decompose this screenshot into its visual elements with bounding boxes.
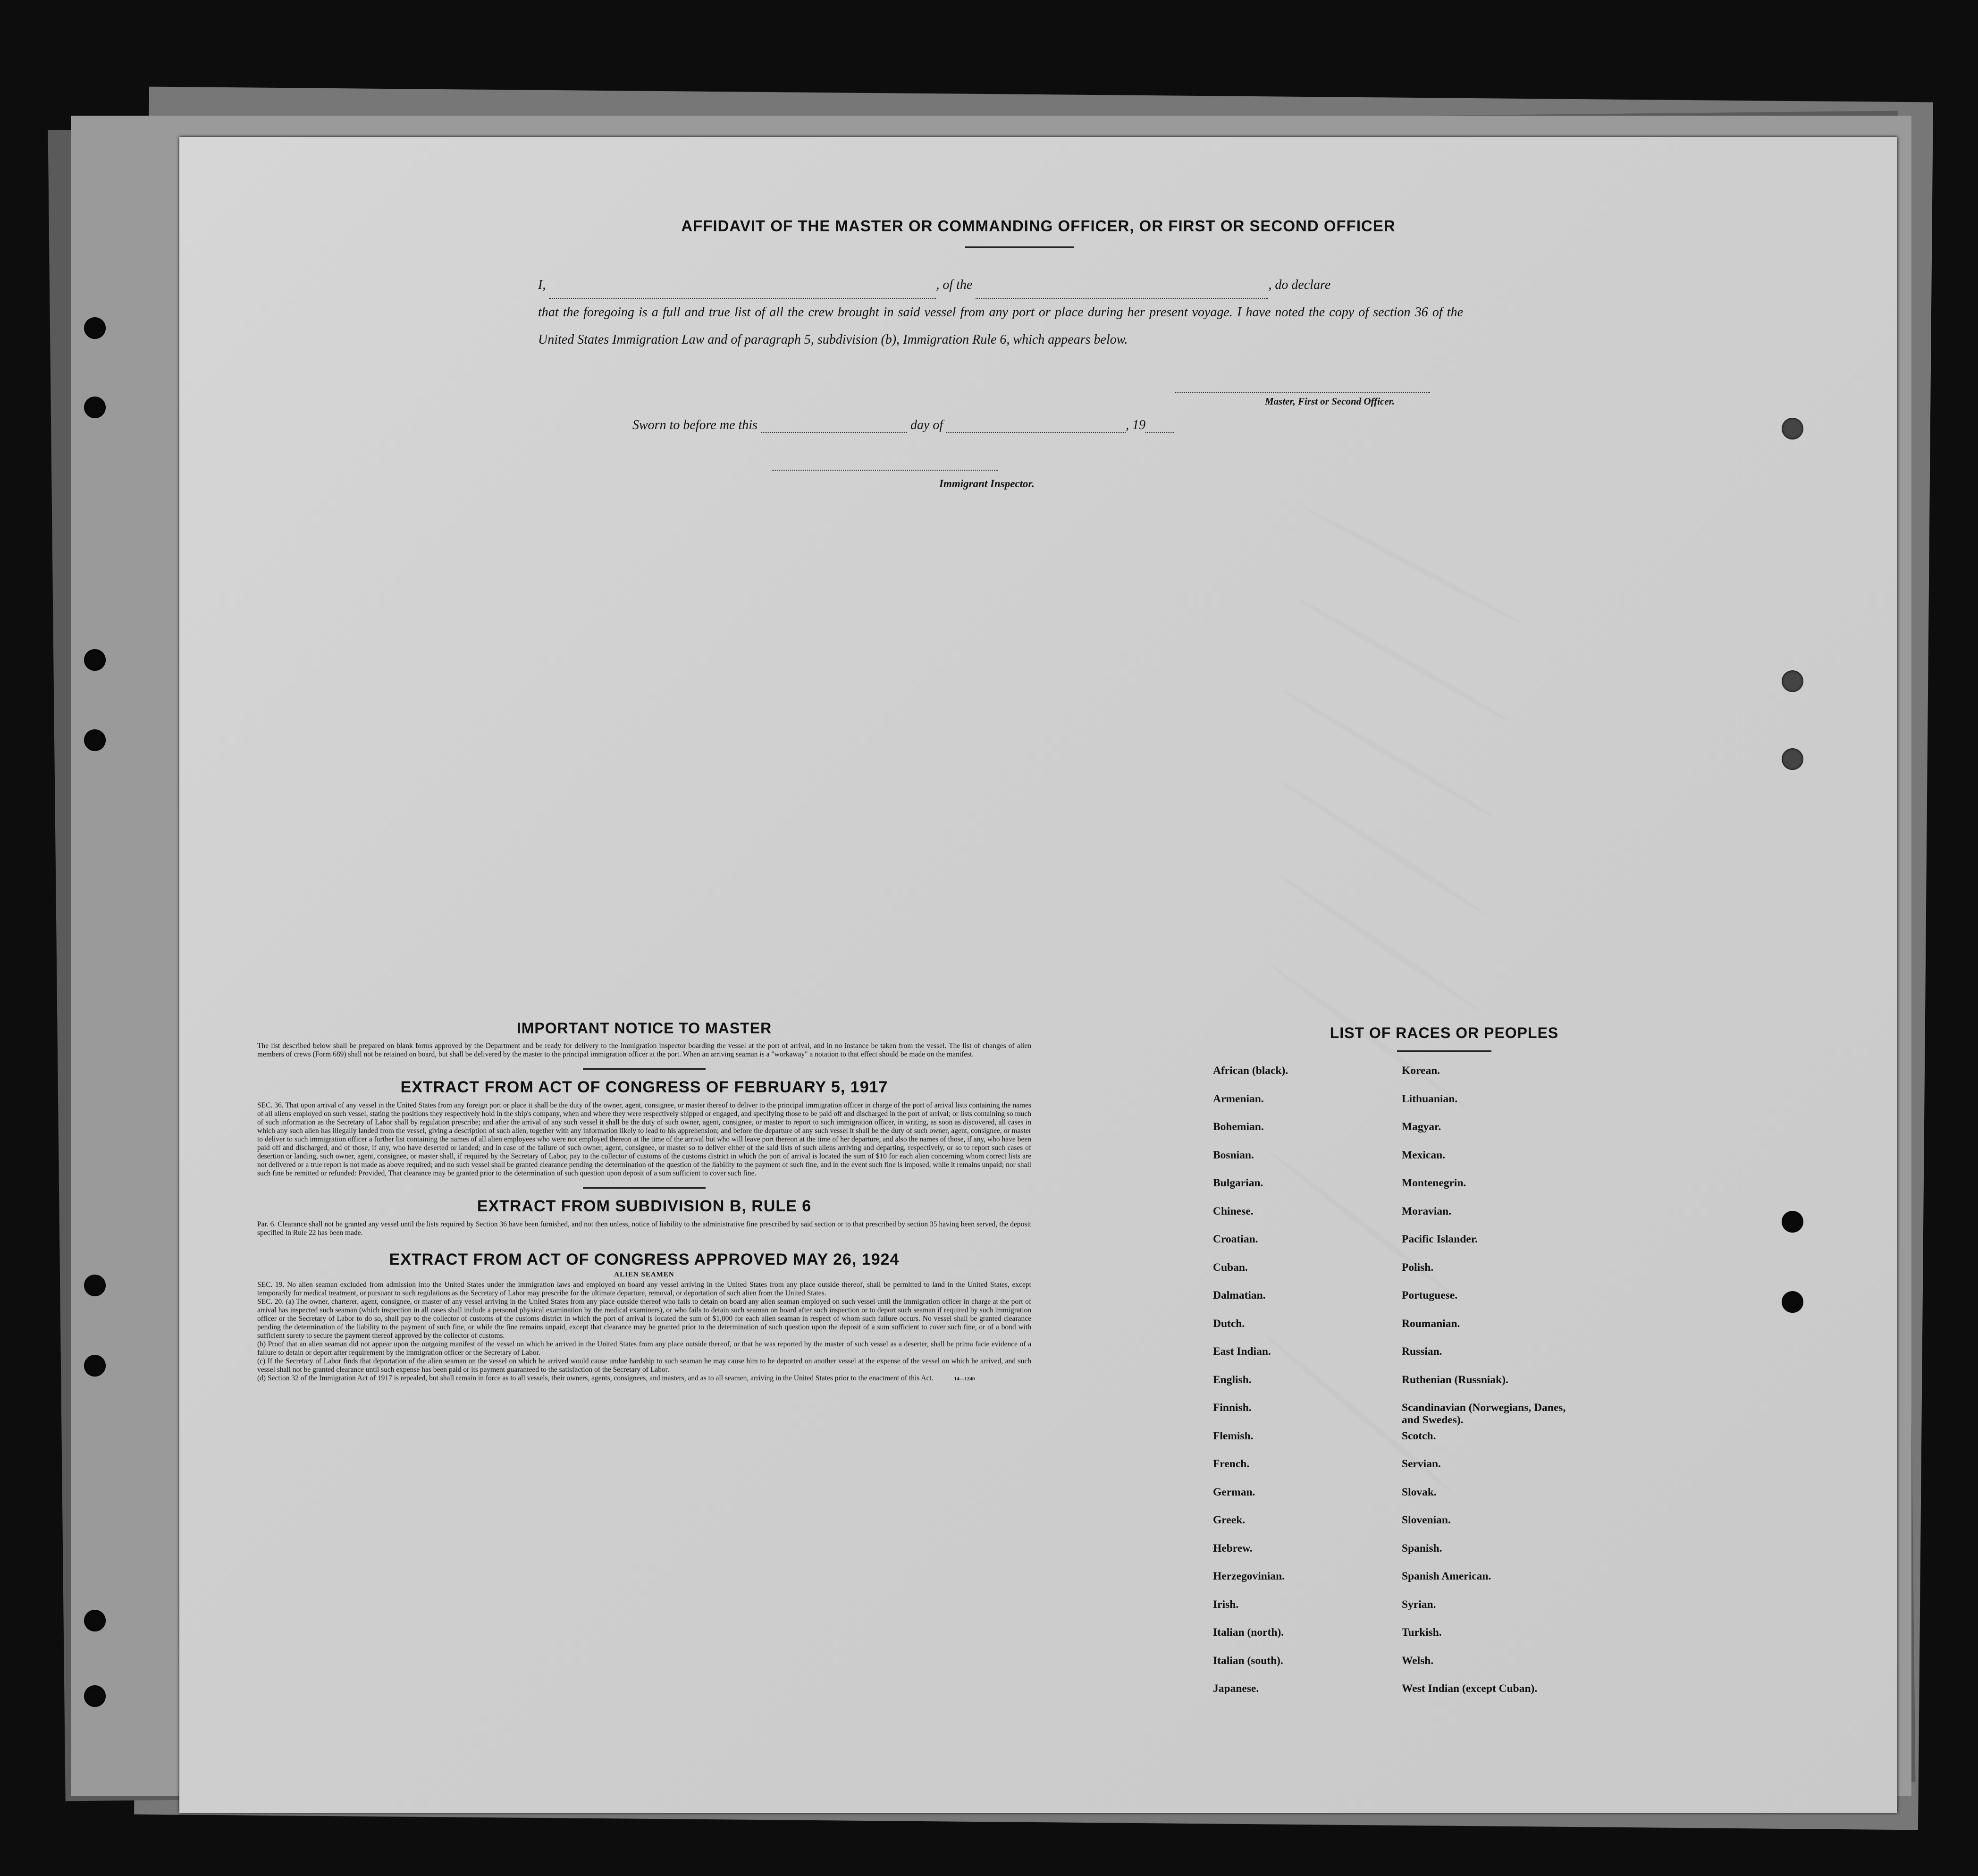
race-item: Scotch. (1402, 1429, 1436, 1442)
race-item: Mexican. (1402, 1149, 1446, 1161)
extract-1924-sec19: SEC. 19. No alien seaman excluded from admission into the United States under the immigration laws and employed on board any vessel arriving in the United States from any place outside thereof, shall be permitted to land in the United States, except temporarily for medical treatment, or pursuant to such regulations as the Secretary of Labor may prescribe for the ultimate departure, removal, or deportation of such alien from the United States. (257, 1281, 1031, 1297)
race-item: Roumanian. (1402, 1317, 1460, 1330)
bleed-through-texture (179, 137, 1897, 1813)
race-item: Pacific Islander. (1402, 1233, 1478, 1245)
notice-text: The list described below shall be prepared on blank forms approved by the Department and be ready for delivery to the immigration inspector boarding the vessel at the port of arrival, and in no instance be taken from the vessel. The list of changes of alien members of crews (Form 689) shall not be retained on board, but shall be delivered by the master to the principal immigration officer at the port. When an arriving seaman is a "workaway" a notation to that effect should be made on the manifest. (257, 1042, 1031, 1058)
extract-1924-sec20d-text: (d) Section 32 of the Immigration Act of 1917 is repealed, but shall remain in force as to all vessels, their owners, agents, consignees, and masters, and as to all seamen, arriving in the United States prior to the enactment of this Act. (257, 1374, 934, 1382)
extract-1924-sec20c: (c) If the Secretary of Labor finds that deportation of the alien seaman on the vessel on which he arrived would cause undue hardship to such seaman he may cause him to be deported on another vessel at the expense of the vessel on which he arrived, and such vessel shall not be granted clearance until such expense has been paid or its payment guaranteed to the satisfaction of the Secretary of Labor. (257, 1357, 1031, 1374)
notice-title: IMPORTANT NOTICE TO MASTER (516, 1020, 772, 1037)
sworn-prefix: Sworn to before me this (632, 418, 758, 432)
extract-1917-title: EXTRACT FROM ACT OF CONGRESS OF FEBRUARY 5, 1917 (400, 1078, 888, 1096)
section-rule (583, 1068, 706, 1070)
race-item: Montenegrin. (1402, 1177, 1466, 1189)
affidavit-declare: , do declare (1268, 278, 1331, 292)
race-item: Spanish American. (1402, 1570, 1491, 1582)
affidavit-of-the: , of the (936, 278, 973, 292)
race-item: Finnish. (1213, 1402, 1252, 1414)
race-item: Bulgarian. (1213, 1177, 1263, 1189)
race-item: Polish. (1402, 1261, 1434, 1274)
race-item: Greek. (1213, 1514, 1246, 1526)
punch-hole (1782, 418, 1803, 439)
sworn-year-blank[interactable] (1145, 418, 1174, 433)
extract-1917-text: SEC. 36. That upon arrival of any vessel in the United States from any foreign port or place it shall be the duty of the owner, agent, consignee, or master thereof to deliver to the principal immigration officer in charge of the port of arrival lists containing the names of all aliens employed on such vessel, stating the positions they respectively hold in the ship's company, when and where they were respectively shipped or engaged, and specifying those to be paid off and discharged in the port of arrival; or lists containing so much of such information as the Secretary of Labor shall by regulation prescribe; and after the arrival of any such vessel it shall be the duty of such owner, agent, consignee, or master to report to such immigration officer, in writing, as soon as discovered, all cases in which any such alien has illegally landed from the vessel, giving a description of such alien, together with any information likely to lead to his apprehension; and before the departure of any such vessel it shall be the duty of such owner, agent, consignee, or master to deliver to such immigration officer a further list containing the names of all alien employees who were not employed thereon at the time of the arrival but who will leave port thereon at the time of her departure, and also the names of those, if any, who have been paid off and discharged, and of those, if any, who have deserted or landed; and in case of the failure of such owner, agent, consignee, or master so to deliver either of the said lists of such aliens arriving and departing, respectively, or so to report such cases of desertion or landing, such owner, agent, consignee, or master shall, if required by the Secretary of Labor, pay to the collector of customs of the customs district in which the port of arrival is located the sum of $10 for each alien concerning whom correct lists are not delivered or a true report is not made as above required; and no such vessel shall be granted clearance pending the determination of the question of the liability to the payment of such fine, and in the event such fine is imposed, while it remains unpaid; nor shall such fine be remitted or refunded: Provided, That clearance may be granted prior to the determination of such question upon deposit of a sum sufficient to cover such fine. (257, 1101, 1031, 1177)
title-rule (965, 246, 1074, 248)
race-item: Moravian. (1402, 1205, 1452, 1217)
master-signature-caption: Master, First or Second Officer. (1265, 396, 1395, 407)
race-item: Magyar. (1402, 1121, 1441, 1133)
race-item: Irish. (1213, 1598, 1239, 1611)
sworn-line (632, 418, 1174, 433)
punch-hole (84, 1685, 106, 1707)
race-item: Italian (south). (1213, 1654, 1283, 1667)
race-item: Portuguese. (1402, 1289, 1458, 1301)
race-item: Hebrew. (1213, 1542, 1253, 1555)
punch-hole (84, 1355, 106, 1377)
vessel-name-blank[interactable] (976, 282, 1268, 299)
punch-hole (84, 1275, 106, 1296)
race-item: Syrian. (1402, 1598, 1436, 1611)
race-item: Dutch. (1213, 1317, 1245, 1330)
inspector-signature-line[interactable] (772, 470, 998, 471)
legal-notices (257, 1020, 1031, 1383)
race-item: West Indian (except Cuban). (1402, 1682, 1538, 1695)
master-signature-line[interactable] (1175, 392, 1430, 393)
punch-hole (1782, 1211, 1803, 1233)
race-item: Croatian. (1213, 1233, 1258, 1245)
races-title-rule (1397, 1050, 1491, 1052)
race-item: Russian. (1402, 1345, 1442, 1358)
extract-1924-sec20d (257, 1374, 1031, 1383)
race-item: Bosnian. (1213, 1149, 1254, 1161)
race-item: Bohemian. (1213, 1121, 1264, 1133)
master-name-blank[interactable] (549, 282, 936, 299)
race-item: Japanese. (1213, 1682, 1259, 1695)
race-item: Welsh. (1402, 1654, 1434, 1667)
race-item: Flemish. (1213, 1429, 1254, 1442)
race-item: Korean. (1402, 1065, 1440, 1077)
inspector-signature-caption: Immigrant Inspector. (939, 478, 1035, 490)
race-item: Slovenian. (1402, 1514, 1451, 1526)
affidavit-i: I, (538, 278, 546, 292)
extract-rule6-text: Par. 6. Clearance shall not be granted any vessel until the lists required by Section 36 have been furnished, and not then unless, notice of liability to the administrative fine prescribed by said section or to that prescribed by section 35 having been served, the deposit specified in Rule 22 has been made. (257, 1220, 1031, 1237)
race-item: African (black). (1213, 1065, 1288, 1077)
race-item: Chinese. (1213, 1205, 1254, 1217)
race-item: Scandinavian (Norwegians, Danes, and Swedes). (1402, 1402, 1566, 1426)
extract-1924-subtitle: ALIEN SEAMEN (614, 1271, 674, 1278)
affidavit-statement (538, 271, 1463, 354)
race-item: Slovak. (1402, 1486, 1437, 1498)
affidavit-body: that the foregoing is a full and true list of all the crew brought in said vessel from any port or place during her present voyage. I have noted the copy of section 36 of the United States Immigration Law and of paragraph 5, subdivision (b), Immigration Rule 6, which appears below. (538, 305, 1463, 347)
extract-1924-sec20a: SEC. 20. (a) The owner, charterer, agent, consignee, or master of any vessel arriving in the United States from any place outside thereof who fails to detain on board any alien seaman employed on such vessel until the immigration officer in charge at the port of arrival has inspected such seaman (which inspection in all cases shall include a personal physical examination by the medical examiners), or who fails to detain such seaman on board after such inspection or to deport such seaman if required by such immigration officer or the Secretary of Labor to do so, shall pay to the collector of customs of the customs district in which the port of arrival is located the sum of $1,000 for each alien seaman in respect of whom such failure occurs. No vessel shall be granted clearance pending the determination of the liability to the payment of such fine, or while the fine remains unpaid, except that clearance may be granted prior to the determination of such question upon the deposit of a sum sufficient to cover such fine, or of a bond with sufficient surety to secure the payment thereof approved by the collector of customs. (257, 1298, 1031, 1340)
punch-hole (1782, 748, 1803, 770)
race-item: French. (1213, 1458, 1250, 1470)
race-item: Armenian. (1213, 1092, 1264, 1105)
races-title: LIST OF RACES OR PEOPLES (1330, 1024, 1559, 1041)
punch-hole (84, 317, 106, 339)
sworn-year-label: , 19 (1126, 418, 1146, 432)
sworn-day-label: day of (910, 418, 943, 432)
sworn-month-blank[interactable] (946, 418, 1126, 433)
race-item: Italian (north). (1213, 1626, 1284, 1639)
punch-hole (84, 397, 106, 418)
punch-hole (84, 649, 106, 671)
race-item: Spanish. (1402, 1542, 1442, 1555)
race-item: Herzegovinian. (1213, 1570, 1285, 1582)
punch-hole (84, 729, 106, 751)
race-item: Dalmatian. (1213, 1289, 1266, 1301)
race-item: Ruthenian (Russniak). (1402, 1373, 1508, 1386)
race-item: German. (1213, 1486, 1255, 1498)
extract-rule6-title: EXTRACT FROM SUBDIVISION B, RULE 6 (477, 1197, 812, 1215)
race-item: Servian. (1402, 1458, 1441, 1470)
race-item: English. (1213, 1373, 1252, 1386)
punch-hole (84, 1610, 106, 1631)
punch-hole (1782, 1291, 1803, 1313)
form-number: 14—1240 (954, 1376, 975, 1382)
sworn-day-blank[interactable] (761, 418, 907, 433)
race-item: Cuban. (1213, 1261, 1248, 1274)
race-item: Turkish. (1402, 1626, 1442, 1639)
race-item: East Indian. (1213, 1345, 1271, 1358)
punch-hole (1782, 670, 1803, 692)
manifest-page (179, 137, 1897, 1813)
race-item: Lithuanian. (1402, 1092, 1458, 1105)
section-rule (583, 1187, 706, 1189)
extract-1924-title: EXTRACT FROM ACT OF CONGRESS APPROVED MAY 26, 1924 (389, 1251, 900, 1268)
extract-1924-sec20b: (b) Proof that an alien seaman did not appear upon the outgoing manifest of the vessel on which he arrived in the United States from any place outside thereof, or that he was reported by the master of such vessel as a deserter, shall be prima facie evidence of a failure to detain or deport after requirement by the immigration officer or the Secretary of Labor. (257, 1340, 1031, 1357)
affidavit-title: AFFIDAVIT OF THE MASTER OR COMMANDING OFFICER, OR FIRST OR SECOND OFFICER (681, 217, 1396, 235)
